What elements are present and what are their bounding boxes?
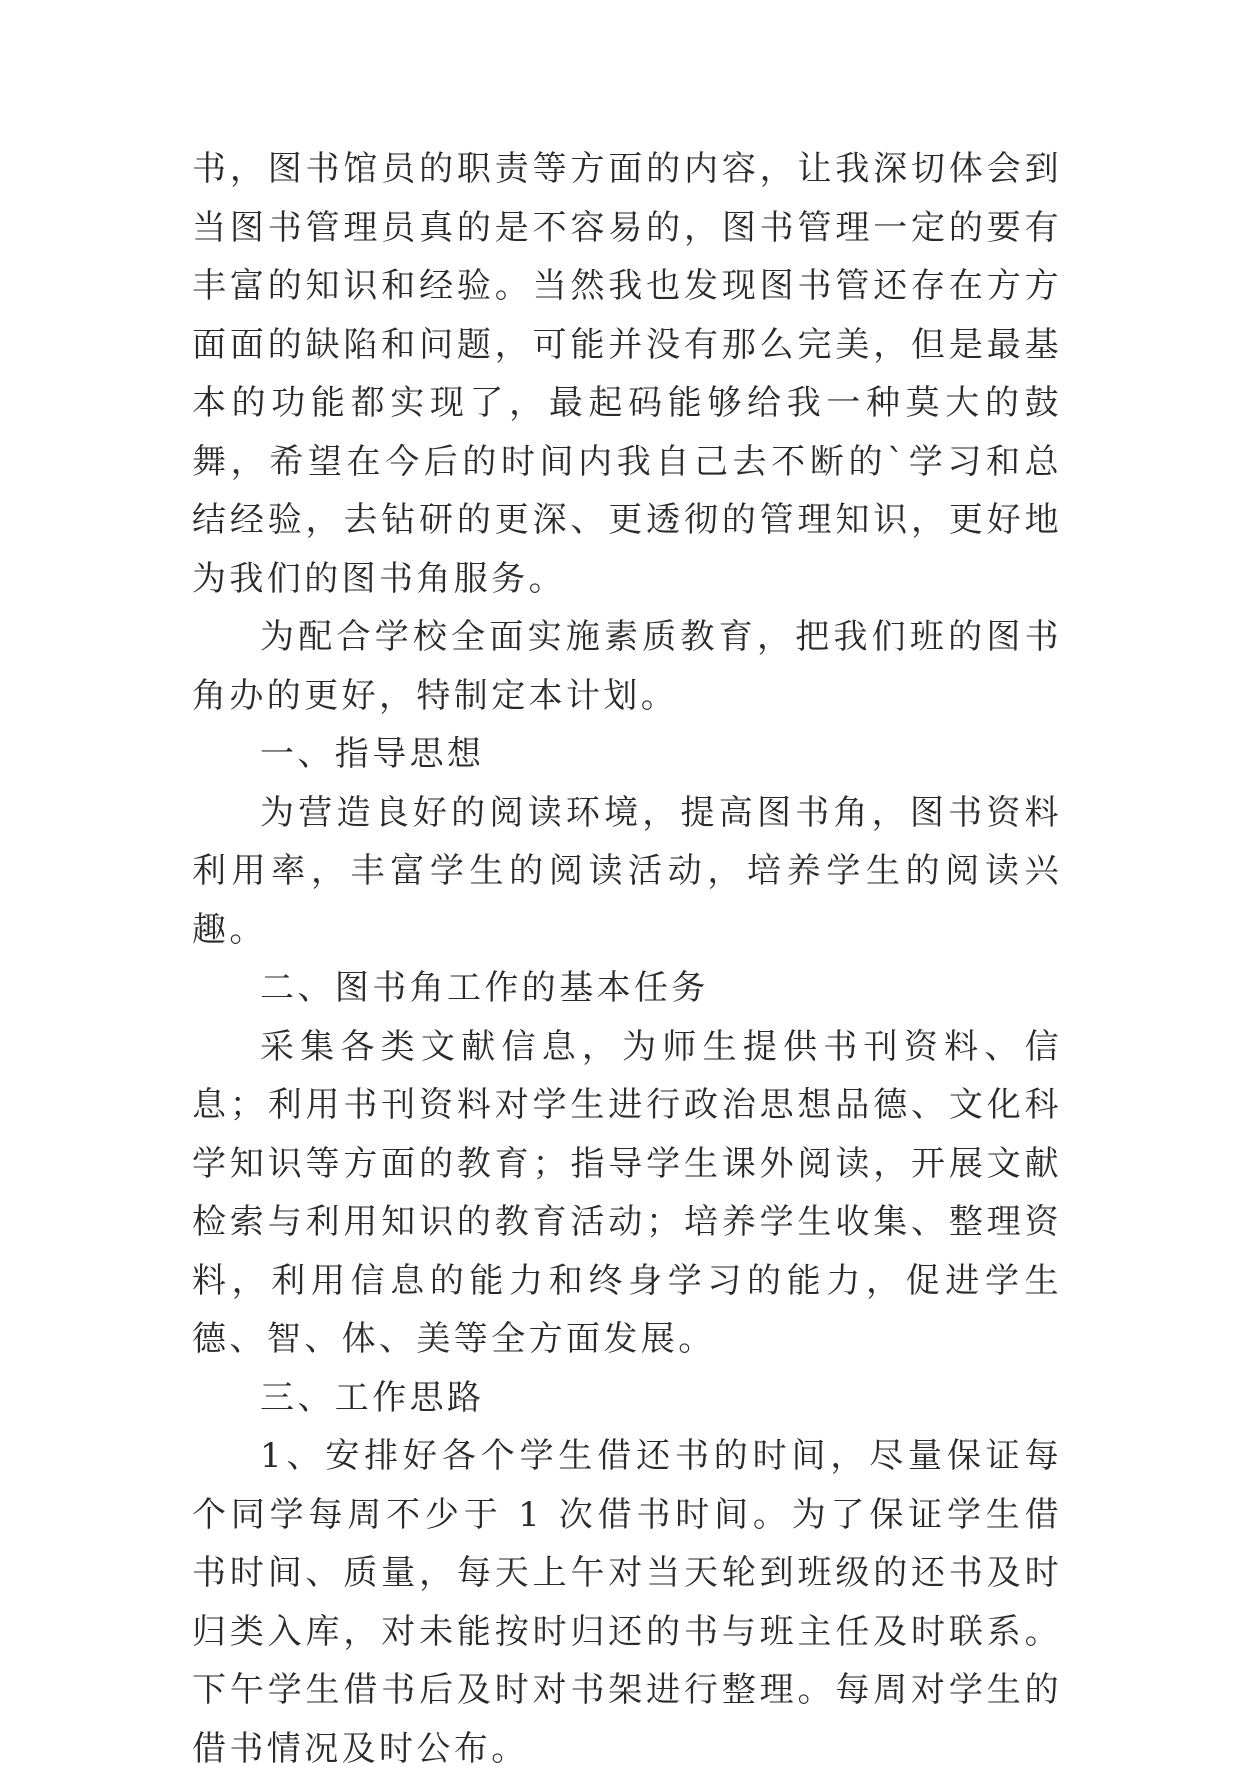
section-heading-basic-tasks: 二、图书角工作的基本任务 — [260, 968, 709, 1008]
paragraph-basic-tasks: 采集各类文献信息，为师生提供书刊资料、信息；利用书刊资料对学生进行政治思想品德、文化科学知识等方面的教育；指导学生课外阅读，开展文献检索与利用知识的教育活动；培养学生收集、整理资料，利用信息的能力和终身学习的能力，促进学生德、智、体、美等全方面发展。 — [192, 1026, 1062, 1359]
document-body — [192, 140, 1062, 1778]
paragraph-work-approach-1: 1、安排好各个学生借还书的时间，尽量保证每个同学每周不少于 1 次借书时间。为了保证学生借书时间、质量，每天上午对当天轮到班级的还书及时归类入库，对未能按时归还的书与班主任及时联系。下午学生借书后及时对书架进行整理。每周对学生的借书情况及时公布。 — [192, 1436, 1062, 1769]
paragraph-guiding-thought: 为营造良好的阅读环境，提高图书角，图书资料利用率，丰富学生的阅读活动，培养学生的阅读兴趣。 — [192, 792, 1062, 950]
section-heading-work-approach: 三、工作思路 — [260, 1377, 485, 1418]
paragraph-continued-text: 书，图书馆员的职责等方面的内容，让我深切体会到当图书管理员真的是不容易的，图书管理一定的要有丰富的知识和经验。当然我也发现图书管还存在方方面面的缺陷和问题，可能并没有那么完美，但是最基本的功能都实现了，最起码能够给我一种莫大的鼓舞，希望在今后的时间内我自己去不断的`学习和总结经验，去钻研的更深、更透彻的管理知识，更好地为我们的图书角服务。 — [192, 149, 1062, 599]
section-heading-guiding-thought: 一、指导思想 — [260, 734, 485, 774]
paragraph-plan-intro: 为配合学校全面实施素质教育，把我们班的图书角办的更好，特制定本计划。 — [192, 617, 1062, 716]
